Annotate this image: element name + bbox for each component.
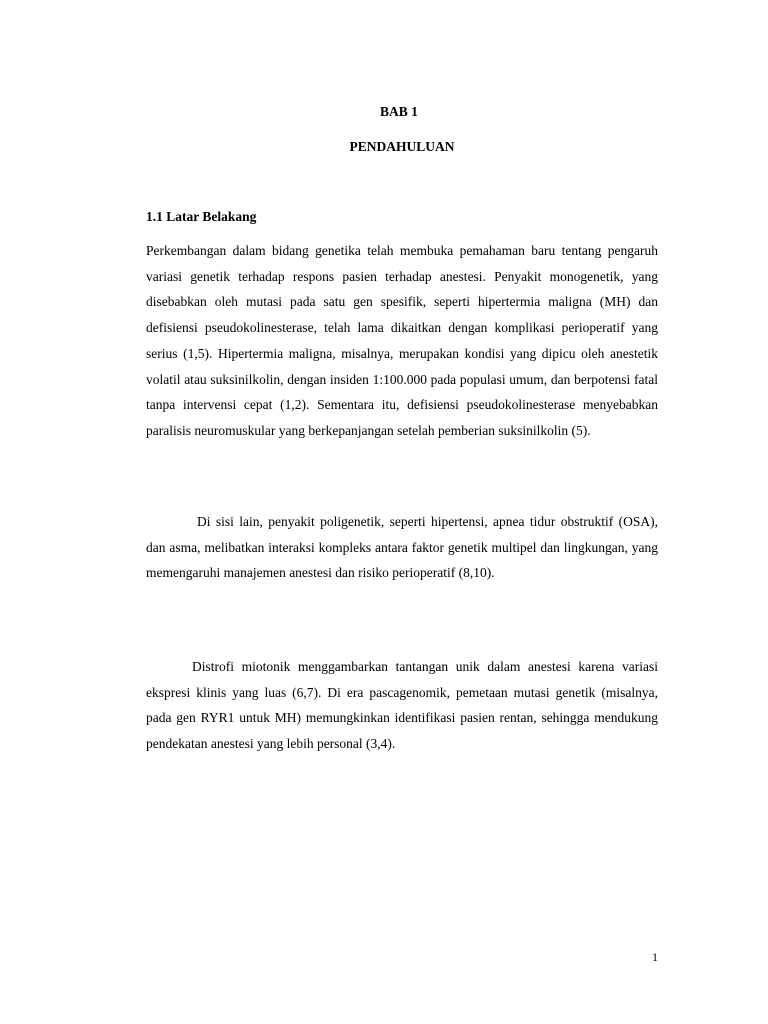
- body-paragraph: Perkembangan dalam bidang genetika telah membuka pemahaman baru tentang pengaruh variasi genetik terhadap respons pasien terhadap anestesi. Penyakit monogenetik, yang disebabkan oleh mutasi pada satu gen spesifik, seperti hipertermia maligna (MH) dan defisiensi pseudokolinesterase, telah lama dikaitkan dengan komplikasi perioperatif yang serius (1,5). Hipertermia maligna, misalnya, merupakan kondisi yang dipicu oleh anestetik volatil atau suksinilkolin, dengan insiden 1:100.000 pada populasi umum, dan berpotensi fatal tanpa intervensi cepat (1,2). Sementara itu, defisiensi pseudokolinesterase menyebabkan paralisis neuromuskular yang berkepanjangan setelah pemberian suksinilkolin (5).: [146, 243, 658, 438]
- chapter-title: PENDAHULUAN: [349, 139, 455, 154]
- page-number: 1: [652, 950, 658, 964]
- body-paragraph: Distrofi miotonik menggambarkan tantangan unik dalam anestesi karena variasi ekspresi klinis yang luas (6,7). Di era pascagenomik, pemetaan mutasi genetik (misalnya, pada gen RYR1 untuk MH) memungkinkan identifikasi pasien rentan, sehingga mendukung pendekatan anestesi yang lebih personal (3,4).: [146, 659, 658, 752]
- body-paragraph: Di sisi lain, penyakit poligenetik, seperti hipertensi, apnea tidur obstruktif (OSA), dan asma, melibatkan interaksi kompleks antara faktor genetik multipel dan lingkungan, yang memengaruhi manajemen anestesi dan risiko perioperatif (8,10).: [146, 514, 658, 581]
- section-heading: 1.1 Latar Belakang: [146, 209, 257, 224]
- chapter-number: BAB 1: [380, 104, 418, 119]
